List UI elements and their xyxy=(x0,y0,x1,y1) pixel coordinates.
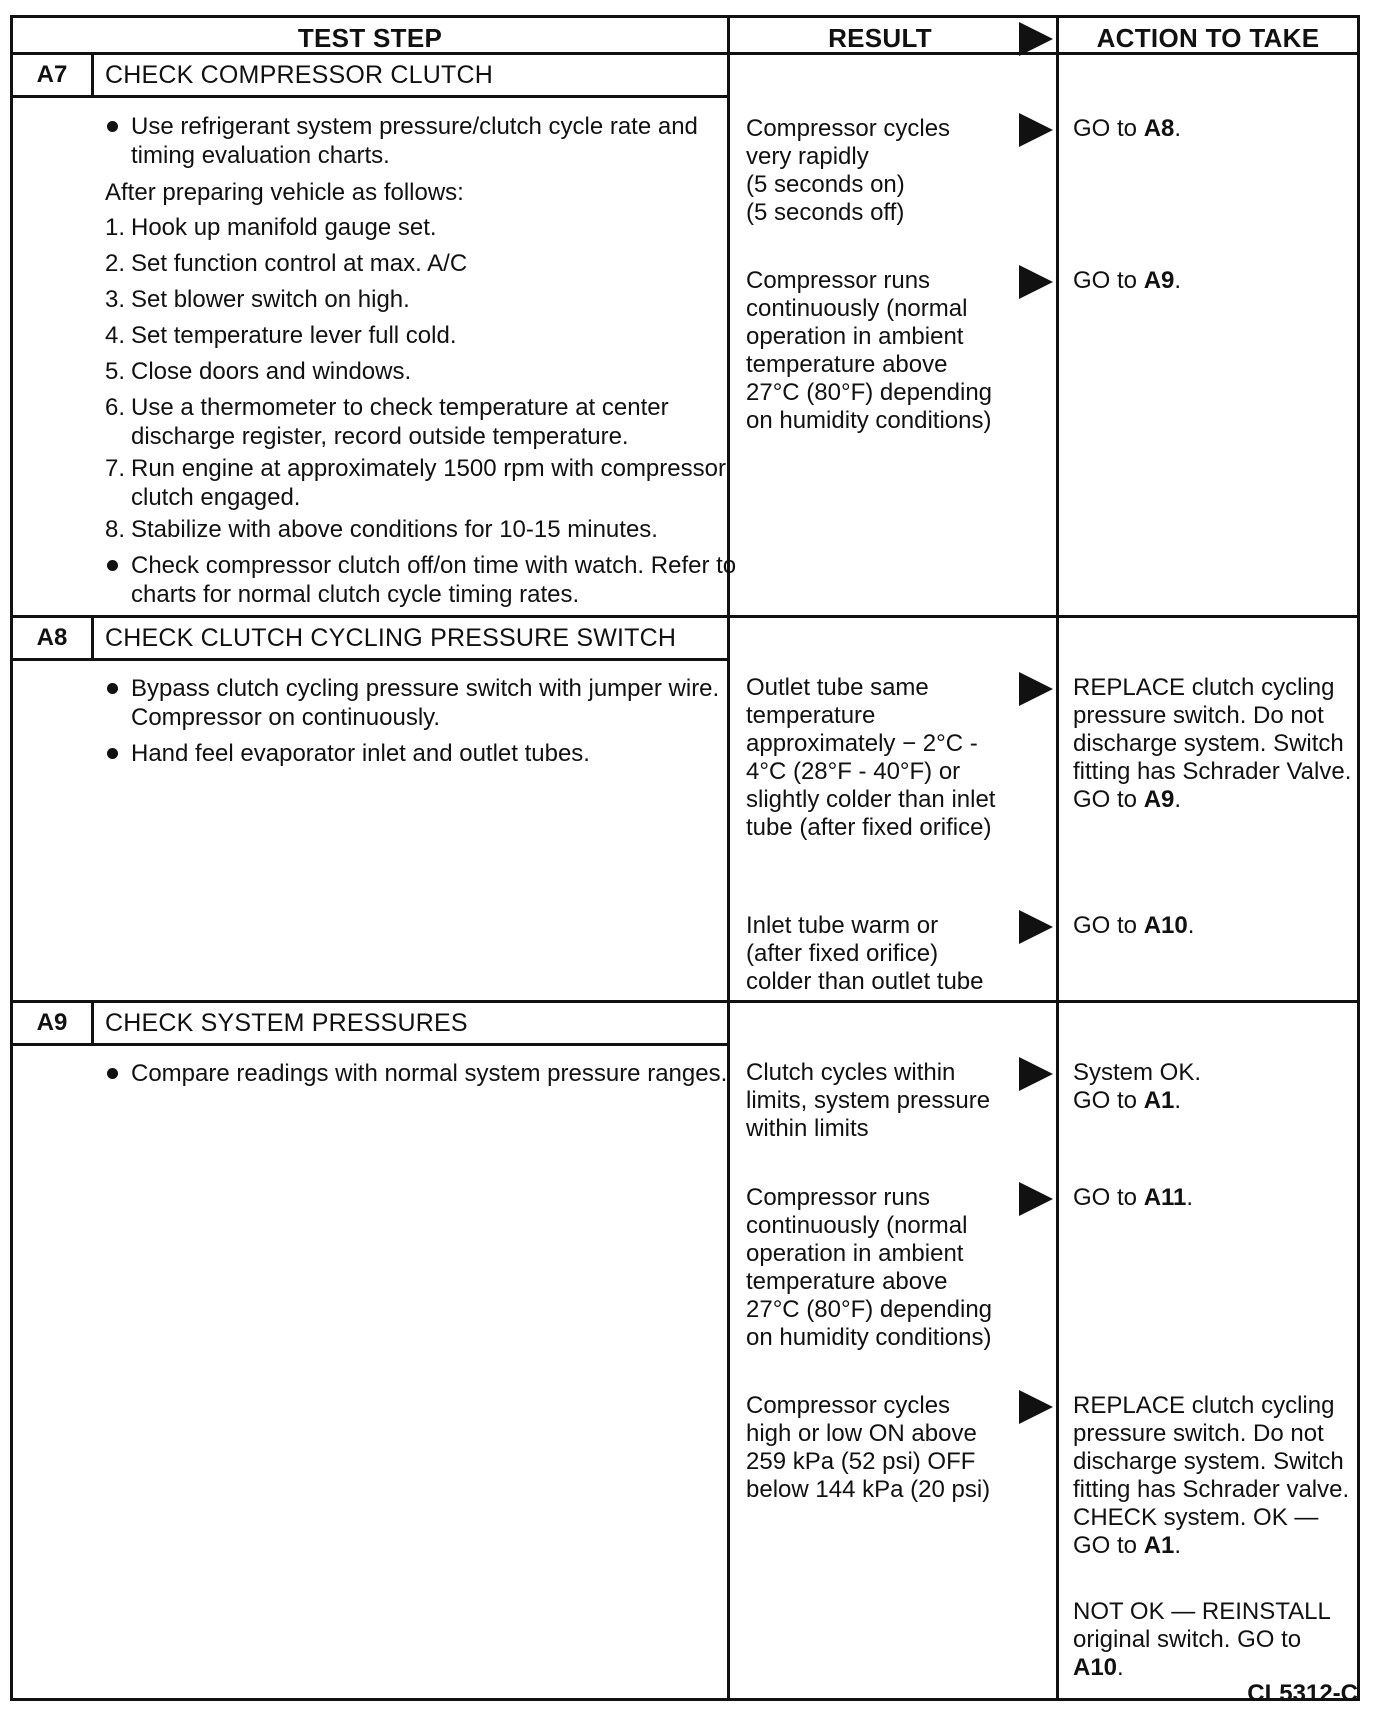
step-instruction: After preparing vehicle as follows: xyxy=(105,179,464,206)
step-id: A9 xyxy=(36,1009,68,1036)
result-arrow-icon xyxy=(1019,1182,1053,1216)
step-instruction: Check compressor clutch off/on time with watch. Refer to charts for normal clutch cycle timing rates. xyxy=(105,551,741,609)
step-instruction: 1. Hook up manifold gauge set. xyxy=(105,214,437,241)
action-text: REPLACE clutch cycling pressure switch. Do not discharge system. Switch fitting has Schrader Valve. GO to A9. xyxy=(1073,674,1352,813)
bullet-icon xyxy=(107,683,118,694)
action-text: NOT OK — REINSTALL original switch. GO to A10. xyxy=(1073,1598,1330,1681)
step-id-divider xyxy=(91,618,94,658)
result-text: Outlet tube same temperature approximately − 2°C - 4°C (28°F - 40°F) or slightly colder than inlet tube (after fixed orifice) xyxy=(746,674,996,841)
step-instruction: 5. Close doors and windows. xyxy=(105,358,412,385)
step-instruction: Compare readings with normal system pressure ranges. xyxy=(105,1059,741,1088)
action-text: System OK. GO to A1. xyxy=(1073,1059,1202,1114)
result-text: Compressor runs continuously (normal operation in ambient temperature above 27°C (80°F) depending on humidity conditions) xyxy=(746,267,993,434)
result-text: Inlet tube warm or (after fixed orifice) colder than outlet tube xyxy=(746,912,984,995)
diagnostic-table xyxy=(10,15,1360,1701)
step-instruction: Use refrigerant system pressure/clutch cycle rate and timing evaluation charts. xyxy=(105,112,731,170)
result-arrow-icon xyxy=(1019,910,1053,944)
step-instruction: 3. Set blower switch on high. xyxy=(105,286,410,313)
header-test-step: TEST STEP xyxy=(297,22,443,53)
step-instruction: Bypass clutch cycling pressure switch with jumper wire. Compressor on continuously. xyxy=(105,674,741,732)
result-arrow-icon xyxy=(1019,1057,1053,1091)
step-id: A7 xyxy=(36,61,68,88)
action-text: REPLACE clutch cycling pressure switch. Do not discharge system. Switch fitting has Schrader valve. CHECK system. OK — GO to A1. xyxy=(1073,1392,1350,1559)
figure-code: CL5312-C xyxy=(1247,1680,1358,1707)
action-text: GO to A9. xyxy=(1073,267,1182,294)
result-arrow-icon xyxy=(1019,672,1053,706)
step-title: CHECK SYSTEM PRESSURES xyxy=(105,1008,468,1037)
bullet-icon xyxy=(107,121,118,132)
result-text: Compressor runs continuously (normal operation in ambient temperature above 27°C (80°F) depending on humidity conditions) xyxy=(746,1184,993,1351)
step-instruction: 2. Set function control at max. A/C xyxy=(105,250,468,277)
step-instruction: 4. Set temperature lever full cold. xyxy=(105,322,457,349)
step-instruction: 7. Run engine at approximately 1500 rpm with compressor clutch engaged. xyxy=(105,455,726,511)
bullet-icon xyxy=(107,1068,118,1079)
header-arrow-icon xyxy=(1019,22,1053,56)
bullet-icon xyxy=(107,748,118,759)
step-title-underline xyxy=(13,1043,727,1046)
action-text: GO to A8. xyxy=(1073,115,1182,142)
step-id-divider xyxy=(91,1003,94,1043)
step-id-divider xyxy=(91,55,94,95)
result-text: Compressor cycles high or low ON above 259 kPa (52 psi) OFF below 144 kPa (20 psi) xyxy=(746,1392,991,1503)
action-text: GO to A10. xyxy=(1073,912,1195,939)
result-arrow-icon xyxy=(1019,265,1053,299)
step-title-underline xyxy=(13,95,727,98)
step-title: CHECK CLUTCH CYCLING PRESSURE SWITCH xyxy=(105,623,677,652)
header-result: RESULT xyxy=(828,22,932,53)
step-title: CHECK COMPRESSOR CLUTCH xyxy=(105,60,493,89)
bullet-icon xyxy=(107,560,118,571)
header-action: ACTION TO TAKE xyxy=(1096,22,1320,53)
step-title-underline xyxy=(13,658,727,661)
step-id: A8 xyxy=(36,624,68,651)
result-arrow-icon xyxy=(1019,113,1053,147)
result-arrow-icon xyxy=(1019,1390,1053,1424)
action-text: GO to A11. xyxy=(1073,1184,1194,1211)
step-instruction: 6. Use a thermometer to check temperature at center discharge register, record outside temperature. xyxy=(105,394,669,450)
result-text: Clutch cycles within limits, system pressure within limits xyxy=(746,1059,991,1142)
column-divider-action xyxy=(1056,18,1059,1698)
result-text: Compressor cycles very rapidly (5 seconds on) (5 seconds off) xyxy=(746,115,951,226)
step-instruction: 8. Stabilize with above conditions for 10-15 minutes. xyxy=(105,516,658,543)
step-instruction: Hand feel evaporator inlet and outlet tubes. xyxy=(105,739,741,768)
